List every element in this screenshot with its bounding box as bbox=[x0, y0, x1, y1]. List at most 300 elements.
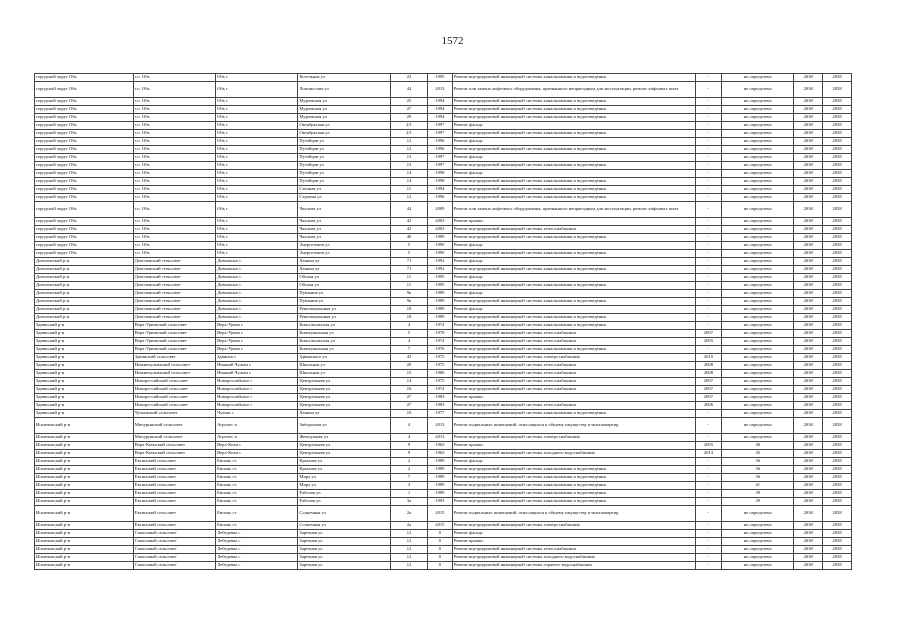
plan-end-cell: 2038 bbox=[823, 138, 852, 146]
work-type-cell: Ремонт внутридомовой инженерной системы канализования и водоотведения bbox=[452, 410, 695, 418]
house-number-cell: 71 bbox=[390, 266, 427, 274]
locality-cell: Новороссийское с bbox=[216, 378, 298, 386]
work-type-cell: Ремонт внутридомовой инженерной системы канализования и водоотведения bbox=[452, 234, 695, 242]
plan-end-cell: 2038 bbox=[823, 74, 852, 82]
table-row bbox=[35, 322, 852, 330]
year-built-cell: 1990 bbox=[428, 250, 453, 258]
street-cell: Энергетиков ул bbox=[298, 250, 391, 258]
last-repair-year-cell: 2007 bbox=[695, 378, 722, 386]
plan-end-cell: 2038 bbox=[823, 194, 852, 202]
last-repair-year-cell: - bbox=[695, 170, 722, 178]
plan-start-cell: 2038 bbox=[794, 162, 823, 170]
last-repair-year-cell: 2006 bbox=[695, 402, 722, 410]
district-cell: Здвинский р-н bbox=[35, 402, 134, 410]
table-row bbox=[35, 218, 852, 226]
year-built-cell: 1989 bbox=[428, 482, 453, 490]
table-row bbox=[35, 154, 852, 162]
table-row bbox=[35, 450, 852, 458]
plan-start-cell: 2038 bbox=[794, 538, 823, 546]
wear-cell: не определено bbox=[722, 138, 794, 146]
wear-cell: не определено bbox=[722, 82, 794, 98]
district-cell: городской округ Обь bbox=[35, 82, 134, 98]
street-cell: Звёздочная ул bbox=[298, 418, 391, 434]
house-number-cell: 44 bbox=[390, 202, 427, 218]
street-cell: Пушкина ул bbox=[298, 298, 391, 306]
settlement-cell: Верх-Урюмский сельсовет bbox=[133, 322, 215, 330]
house-number-cell: 2 bbox=[390, 458, 427, 466]
work-type-cell: Ремонт внутридомовой инженерной системы теплоснабжения bbox=[452, 386, 695, 394]
street-cell: Центральная ул bbox=[298, 450, 391, 458]
wear-cell: 36 bbox=[722, 466, 794, 474]
settlement-cell: Чулымский сельсовет bbox=[133, 410, 215, 418]
district-cell: городской округ Обь bbox=[35, 202, 134, 218]
locality-cell: Евсино ст bbox=[216, 466, 298, 474]
district-cell: Искитимский р-н bbox=[35, 482, 134, 490]
wear-cell: не определено bbox=[722, 306, 794, 314]
district-cell: Здвинский р-н bbox=[35, 338, 134, 346]
year-built-cell: 1986 bbox=[428, 370, 453, 378]
locality-cell: Обь г bbox=[216, 218, 298, 226]
table-row bbox=[35, 242, 852, 250]
last-repair-year-cell: - bbox=[695, 258, 722, 266]
house-number-cell: 14 bbox=[390, 178, 427, 186]
table-row bbox=[35, 402, 852, 410]
street-cell: Строина ул bbox=[298, 194, 391, 202]
plan-start-cell: 2038 bbox=[794, 402, 823, 410]
last-repair-year-cell: 2005 bbox=[695, 338, 722, 346]
street-cell: Центральная ул bbox=[298, 394, 391, 402]
year-built-cell: 1978 bbox=[428, 330, 453, 338]
street-cell: Путейцев ул bbox=[298, 154, 391, 162]
street-cell: Рабочая ул bbox=[298, 498, 391, 506]
year-built-cell: 1976 bbox=[428, 346, 453, 354]
locality-cell: Обь г bbox=[216, 130, 298, 138]
plan-start-cell: 2038 bbox=[794, 394, 823, 402]
locality-cell: Обь г bbox=[216, 162, 298, 170]
settlement-cell: Верх-Урюмский сельсовет bbox=[133, 338, 215, 346]
street-cell: Революционная ул bbox=[298, 314, 391, 322]
plan-start-cell: 2038 bbox=[794, 282, 823, 290]
house-number-cell: 4 bbox=[390, 322, 427, 330]
settlement-cell: Доволенский сельсовет bbox=[133, 282, 215, 290]
settlement-cell: Совхозный сельсовет bbox=[133, 538, 215, 546]
year-built-cell: 1975 bbox=[428, 354, 453, 362]
wear-cell: не определено bbox=[722, 74, 794, 82]
plan-end-cell: 2038 bbox=[823, 402, 852, 410]
plan-start-cell: 2038 bbox=[794, 74, 823, 82]
plan-end-cell: 2038 bbox=[823, 162, 852, 170]
plan-start-cell: 2038 bbox=[794, 450, 823, 458]
work-type-cell: Ремонт внутридомовой инженерной системы канализования и водоотведения bbox=[452, 466, 695, 474]
wear-cell: не определено bbox=[722, 146, 794, 154]
locality-cell: Обь г bbox=[216, 186, 298, 194]
locality-cell: Верх-Урюм с bbox=[216, 330, 298, 338]
wear-cell: не определено bbox=[722, 522, 794, 530]
street-cell: Заречная ул bbox=[298, 562, 391, 570]
plan-start-cell: 2038 bbox=[794, 82, 823, 98]
plan-start-cell: 2038 bbox=[794, 554, 823, 562]
district-cell: Искитимский р-н bbox=[35, 474, 134, 482]
plan-end-cell: 2038 bbox=[823, 122, 852, 130]
district-cell: Искитимский р-н bbox=[35, 562, 134, 570]
settlement-cell: Евсинский сельсовет bbox=[133, 466, 215, 474]
settlement-cell: г.о. Обь bbox=[133, 242, 215, 250]
plan-end-cell: 2038 bbox=[823, 322, 852, 330]
last-repair-year-cell: - bbox=[695, 274, 722, 282]
district-cell: Искитимский р-н bbox=[35, 498, 134, 506]
locality-cell: Чулым с bbox=[216, 410, 298, 418]
table-row bbox=[35, 474, 852, 482]
house-number-cell: 12 bbox=[390, 138, 427, 146]
plan-start-cell: 2038 bbox=[794, 314, 823, 322]
table-row bbox=[35, 314, 852, 322]
plan-end-cell: 2038 bbox=[823, 130, 852, 138]
last-repair-year-cell: - bbox=[695, 266, 722, 274]
house-number-cell: 9к bbox=[390, 290, 427, 298]
plan-end-cell: 2038 bbox=[823, 538, 852, 546]
settlement-cell: Верх-Коенский сельсовет bbox=[133, 442, 215, 450]
table-row bbox=[35, 522, 852, 530]
settlement-cell: Новороссийский сельсовет bbox=[133, 386, 215, 394]
year-built-cell: 1994 bbox=[428, 106, 453, 114]
wear-cell: не определено bbox=[722, 106, 794, 114]
plan-end-cell: 2038 bbox=[823, 418, 852, 434]
district-cell: городской округ Обь bbox=[35, 106, 134, 114]
district-cell: Искитимский р-н bbox=[35, 418, 134, 434]
last-repair-year-cell: - bbox=[695, 562, 722, 570]
wear-cell: не определено bbox=[722, 538, 794, 546]
house-number-cell: 5 bbox=[390, 242, 427, 250]
plan-start-cell: 2038 bbox=[794, 242, 823, 250]
locality-cell: Обь г bbox=[216, 146, 298, 154]
year-built-cell: 1989 bbox=[428, 474, 453, 482]
plan-start-cell: 2038 bbox=[794, 506, 823, 522]
district-cell: городской округ Обь bbox=[35, 250, 134, 258]
district-cell: Доволенский р-н bbox=[35, 258, 134, 266]
plan-start-cell: 2038 bbox=[794, 346, 823, 354]
street-cell: Крылова ул bbox=[298, 458, 391, 466]
street-cell: Заречная ул bbox=[298, 530, 391, 538]
locality-cell: Евсино ст bbox=[216, 506, 298, 522]
table-row bbox=[35, 122, 852, 130]
house-number-cell: 12 bbox=[390, 194, 427, 202]
work-type-cell: Ремонт крыши bbox=[452, 538, 695, 546]
plan-end-cell: 2038 bbox=[823, 170, 852, 178]
table-row bbox=[35, 290, 852, 298]
house-number-cell: 25 bbox=[390, 98, 427, 106]
year-built-cell: 1974 bbox=[428, 322, 453, 330]
street-cell: Коммунальная ул bbox=[298, 330, 391, 338]
plan-end-cell: 2038 bbox=[823, 306, 852, 314]
settlement-cell: г.о. Обь bbox=[133, 162, 215, 170]
table-row bbox=[35, 162, 852, 170]
last-repair-year-cell: - bbox=[695, 466, 722, 474]
plan-start-cell: 2038 bbox=[794, 530, 823, 538]
street-cell: Путейцев ул bbox=[298, 146, 391, 154]
settlement-cell: Евсинский сельсовет bbox=[133, 458, 215, 466]
plan-start-cell: 2038 bbox=[794, 434, 823, 442]
district-cell: Здвинский р-н bbox=[35, 410, 134, 418]
table-row bbox=[35, 490, 852, 498]
year-built-cell: 1994 bbox=[428, 114, 453, 122]
locality-cell: Обь г bbox=[216, 74, 298, 82]
locality-cell: Агролес п bbox=[216, 434, 298, 442]
last-repair-year-cell: - bbox=[695, 234, 722, 242]
district-cell: Искитимский р-н bbox=[35, 506, 134, 522]
table-row bbox=[35, 330, 852, 338]
plan-start-cell: 2038 bbox=[794, 130, 823, 138]
settlement-cell: г.о. Обь bbox=[133, 114, 215, 122]
wear-cell: не определено bbox=[722, 178, 794, 186]
house-number-cell: 12 bbox=[390, 546, 427, 554]
locality-cell: Новороссийское с bbox=[216, 386, 298, 394]
plan-end-cell: 2038 bbox=[823, 106, 852, 114]
district-cell: Искитимский р-н bbox=[35, 554, 134, 562]
plan-end-cell: 2038 bbox=[823, 282, 852, 290]
district-cell: Искитимский р-н bbox=[35, 490, 134, 498]
wear-cell: 39 bbox=[722, 490, 794, 498]
house-number-cell: 4 bbox=[390, 418, 427, 434]
street-cell: Школьная ул bbox=[298, 370, 391, 378]
work-type-cell: Ремонт подвальных помещений, относящихся к общему имуществу в многоквартир bbox=[452, 506, 695, 522]
street-cell: Ленина ул bbox=[298, 410, 391, 418]
plan-end-cell: 2038 bbox=[823, 258, 852, 266]
table-row bbox=[35, 546, 852, 554]
house-number-cell: 11 bbox=[390, 274, 427, 282]
locality-cell: Довольное с bbox=[216, 258, 298, 266]
year-built-cell: 1992 bbox=[428, 258, 453, 266]
last-repair-year-cell: 2007 bbox=[695, 330, 722, 338]
year-built-cell: 1989 bbox=[428, 466, 453, 474]
table-row bbox=[35, 202, 852, 218]
year-built-cell: 2015 bbox=[428, 506, 453, 522]
settlement-cell: Новороссийский сельсовет bbox=[133, 378, 215, 386]
house-number-cell: 10 bbox=[390, 410, 427, 418]
year-built-cell: 1994 bbox=[428, 186, 453, 194]
street-cell: Котельная ул bbox=[298, 74, 391, 82]
work-type-cell: Ремонт внутридомовой инженерной системы канализования и водоотведения bbox=[452, 482, 695, 490]
house-number-cell: 18 bbox=[390, 314, 427, 322]
settlement-cell: Доволенский сельсовет bbox=[133, 314, 215, 322]
settlement-cell: г.о. Обь bbox=[133, 226, 215, 234]
house-number-cell: 44 bbox=[390, 82, 427, 98]
plan-end-cell: 2038 bbox=[823, 498, 852, 506]
year-built-cell: 1989 bbox=[428, 314, 453, 322]
work-type-cell: Ремонт внутридомовой инженерной системы канализования и водоотведения bbox=[452, 130, 695, 138]
year-built-cell: 2013 bbox=[428, 434, 453, 442]
plan-end-cell: 2038 bbox=[823, 362, 852, 370]
plan-start-cell: 2038 bbox=[794, 362, 823, 370]
plan-end-cell: 2038 bbox=[823, 338, 852, 346]
locality-cell: Обь г bbox=[216, 106, 298, 114]
year-built-cell: 1989 bbox=[428, 298, 453, 306]
plan-end-cell: 2038 bbox=[823, 522, 852, 530]
year-built-cell: 1998 bbox=[428, 170, 453, 178]
work-type-cell: Ремонт внутридомовой инженерной системы канализования и водоотведения bbox=[452, 298, 695, 306]
locality-cell: Новороссийское с bbox=[216, 402, 298, 410]
locality-cell: Обь г bbox=[216, 170, 298, 178]
work-type-cell: Ремонт крыши bbox=[452, 218, 695, 226]
district-cell: Доволенский р-н bbox=[35, 306, 134, 314]
street-cell: Чкалова ул bbox=[298, 226, 391, 234]
plan-start-cell: 2038 bbox=[794, 138, 823, 146]
district-cell: городской округ Обь bbox=[35, 226, 134, 234]
district-cell: Искитимский р-н bbox=[35, 434, 134, 442]
year-built-cell: 1996 bbox=[428, 138, 453, 146]
locality-cell: Новороссийское с bbox=[216, 394, 298, 402]
street-cell: Чкалова ул bbox=[298, 218, 391, 226]
year-built-cell: 2003 bbox=[428, 226, 453, 234]
wear-cell: не определено bbox=[722, 554, 794, 562]
district-cell: городской округ Обь bbox=[35, 114, 134, 122]
district-cell: Искитимский р-н bbox=[35, 546, 134, 554]
street-cell: Мира ул bbox=[298, 474, 391, 482]
settlement-cell: г.о. Обь bbox=[133, 82, 215, 98]
locality-cell: Лебедевка с bbox=[216, 562, 298, 570]
wear-cell: не определено bbox=[722, 122, 794, 130]
settlement-cell: г.о. Обь bbox=[133, 122, 215, 130]
table-row bbox=[35, 298, 852, 306]
street-cell: Ленина ул bbox=[298, 258, 391, 266]
plan-start-cell: 2038 bbox=[794, 154, 823, 162]
table-row bbox=[35, 458, 852, 466]
district-cell: Доволенский р-н bbox=[35, 298, 134, 306]
wear-cell: не определено bbox=[722, 282, 794, 290]
year-built-cell: 1998 bbox=[428, 178, 453, 186]
plan-start-cell: 2038 bbox=[794, 194, 823, 202]
locality-cell: Обь г bbox=[216, 242, 298, 250]
plan-end-cell: 2038 bbox=[823, 474, 852, 482]
work-type-cell: Ремонт внутридомовой инженерной системы холодного водоснабжения bbox=[452, 554, 695, 562]
house-number-cell: 12 bbox=[390, 146, 427, 154]
year-built-cell: 1975 bbox=[428, 378, 453, 386]
table-row bbox=[35, 98, 852, 106]
district-cell: Доволенский р-н bbox=[35, 282, 134, 290]
last-repair-year-cell: - bbox=[695, 546, 722, 554]
table-row bbox=[35, 530, 852, 538]
table-row bbox=[35, 250, 852, 258]
plan-end-cell: 2038 bbox=[823, 218, 852, 226]
last-repair-year-cell: - bbox=[695, 538, 722, 546]
work-type-cell: Ремонт внутридомовой инженерной системы канализования и водоотведения bbox=[452, 186, 695, 194]
street-cell: Октябрьская ул bbox=[298, 122, 391, 130]
last-repair-year-cell: - bbox=[695, 298, 722, 306]
last-repair-year-cell: - bbox=[695, 458, 722, 466]
table-row bbox=[35, 386, 852, 394]
locality-cell: Евсино ст bbox=[216, 522, 298, 530]
settlement-cell: Мичуринский сельсовет bbox=[133, 434, 215, 442]
table-row bbox=[35, 274, 852, 282]
work-type-cell: Ремонт внутридомовой инженерной системы теплоснабжения bbox=[452, 370, 695, 378]
last-repair-year-cell: - bbox=[695, 554, 722, 562]
house-number-cell: 27 bbox=[390, 402, 427, 410]
street-cell: Заречная ул bbox=[298, 554, 391, 562]
district-cell: городской округ Обь bbox=[35, 130, 134, 138]
wear-cell: не определено bbox=[722, 298, 794, 306]
year-built-cell: 1983 bbox=[428, 402, 453, 410]
plan-end-cell: 2038 bbox=[823, 378, 852, 386]
plan-end-cell: 2038 bbox=[823, 450, 852, 458]
table-row bbox=[35, 106, 852, 114]
last-repair-year-cell: 2010 bbox=[695, 354, 722, 362]
district-cell: городской округ Обь bbox=[35, 154, 134, 162]
settlement-cell: г.о. Обь bbox=[133, 98, 215, 106]
house-number-cell: 9 bbox=[390, 442, 427, 450]
plan-end-cell: 2038 bbox=[823, 290, 852, 298]
house-number-cell: 29 bbox=[390, 114, 427, 122]
street-cell: Чкалова ул bbox=[298, 234, 391, 242]
plan-start-cell: 2038 bbox=[794, 226, 823, 234]
work-type-cell: Ремонт или замена лифтового оборудования, признанного непригодным для эксплуатации, ремонт лифтовых шахт bbox=[452, 202, 695, 218]
district-cell: городской округ Обь bbox=[35, 234, 134, 242]
plan-start-cell: 2038 bbox=[794, 106, 823, 114]
district-cell: Искитимский р-н bbox=[35, 466, 134, 474]
settlement-cell: Доволенский сельсовет bbox=[133, 306, 215, 314]
page-number: 1572 bbox=[441, 35, 464, 47]
wear-cell: не определено bbox=[722, 338, 794, 346]
work-type-cell: Ремонт внутридомовой инженерной системы канализования и водоотведения bbox=[452, 266, 695, 274]
wear-cell: не определено bbox=[722, 434, 794, 442]
plan-start-cell: 2038 bbox=[794, 330, 823, 338]
work-type-cell: Ремонт внутридомовой инженерной системы электроснабжения bbox=[452, 354, 695, 362]
last-repair-year-cell: - bbox=[695, 482, 722, 490]
street-cell: Чкалова ул bbox=[298, 202, 391, 218]
district-cell: Здвинский р-н bbox=[35, 394, 134, 402]
house-number-cell: 3 bbox=[390, 482, 427, 490]
plan-start-cell: 2038 bbox=[794, 98, 823, 106]
plan-end-cell: 2038 bbox=[823, 178, 852, 186]
plan-end-cell: 2038 bbox=[823, 266, 852, 274]
house-number-cell: 2/1 bbox=[390, 122, 427, 130]
locality-cell: Обь г bbox=[216, 250, 298, 258]
settlement-cell: Верх-Коенский сельсовет bbox=[133, 450, 215, 458]
settlement-cell: Доволенский сельсовет bbox=[133, 274, 215, 282]
last-repair-year-cell: - bbox=[695, 506, 722, 522]
district-cell: Доволенский р-н bbox=[35, 314, 134, 322]
work-type-cell: Ремонт внутридомовой инженерной системы канализования и водоотведения bbox=[452, 178, 695, 186]
last-repair-year-cell: - bbox=[695, 154, 722, 162]
house-number-cell: 5 bbox=[390, 330, 427, 338]
house-number-cell: 42 bbox=[390, 226, 427, 234]
locality-cell: Обь г bbox=[216, 82, 298, 98]
district-cell: Здвинский р-н bbox=[35, 370, 134, 378]
wear-cell: не определено bbox=[722, 386, 794, 394]
house-number-cell: 9 bbox=[390, 450, 427, 458]
house-number-cell: 4 bbox=[390, 434, 427, 442]
plan-end-cell: 2038 bbox=[823, 354, 852, 362]
last-repair-year-cell: - bbox=[695, 474, 722, 482]
street-cell: Обская ул bbox=[298, 274, 391, 282]
house-number-cell: 7 bbox=[390, 474, 427, 482]
work-type-cell: Ремонт внутридомовой инженерной системы канализования и водоотведения bbox=[452, 106, 695, 114]
house-number-cell: 2 bbox=[390, 466, 427, 474]
settlement-cell: г.о. Обь bbox=[133, 74, 215, 82]
wear-cell: не определено bbox=[722, 402, 794, 410]
table-row bbox=[35, 178, 852, 186]
table-row bbox=[35, 418, 852, 434]
house-number-cell: 9к bbox=[390, 298, 427, 306]
street-cell: Центральная ул bbox=[298, 378, 391, 386]
settlement-cell: Нижнечулымский сельсовет bbox=[133, 370, 215, 378]
settlement-cell: г.о. Обь bbox=[133, 178, 215, 186]
wear-cell: не определено bbox=[722, 162, 794, 170]
street-cell: Октябрьская ул bbox=[298, 130, 391, 138]
table-row bbox=[35, 82, 852, 98]
street-cell: Центральная ул bbox=[298, 442, 391, 450]
district-cell: городской округ Обь bbox=[35, 74, 134, 82]
year-built-cell: 1992 bbox=[428, 266, 453, 274]
district-cell: Здвинский р-н bbox=[35, 386, 134, 394]
